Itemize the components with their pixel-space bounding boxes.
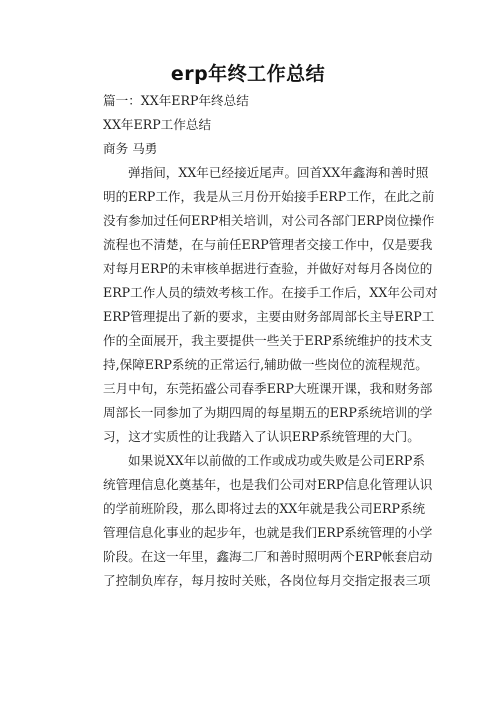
paragraph-line: 明的ERP工作，我是从三月份开始接手ERP工作，在此之前 bbox=[103, 189, 435, 204]
paragraph-line: ERP管理提出了新的要求，主要由财务部周部长主导ERP工 bbox=[103, 309, 435, 324]
paragraph-line: 管理信息化事业的起步年，也就是我们ERP系统管理的小学 bbox=[103, 525, 433, 540]
paragraph-line: 的学前班阶段，那么即将过去的XX年就是我公司ERP系统 bbox=[103, 501, 426, 516]
paragraph-line: 周部长一同参加了为期四周的每星期五的ERP系统培训的学 bbox=[103, 405, 433, 420]
paragraph-line: 没有参加过任何ERP相关培训，对公司各部门ERP岗位操作 bbox=[103, 213, 435, 228]
paragraph-line: 弹指间，XX年已经接近尾声。回首XX年鑫海和善时照 bbox=[128, 165, 429, 180]
paragraph-line: 持,保障ERP系统的正常运行,辅助做一些岗位的流程规范。 bbox=[103, 357, 428, 372]
author-line: 商务 马勇 bbox=[103, 141, 158, 156]
paragraph-line: 作的全面展开，我主要提供一些关于ERP系统维护的技术支 bbox=[103, 333, 433, 348]
paragraph-line: 流程也不清楚，在与前任ERP管理者交接工作中，仅是要我 bbox=[103, 237, 433, 252]
section-heading: 篇一：XX年ERP年终总结 bbox=[103, 93, 249, 108]
subheading: XX年ERP工作总结 bbox=[103, 117, 212, 132]
paragraph-line: 习，这才实质性的让我踏入了认识ERP系统管理的大门。 bbox=[103, 429, 420, 444]
paragraph-line: 三月中旬，东莞拓盛公司春季ERP大班课开课，我和财务部 bbox=[103, 381, 433, 396]
document-body bbox=[103, 89, 438, 593]
paragraph-line: ERP工作人员的绩效考核工作。在接手工作后，XX年公司对 bbox=[103, 285, 438, 300]
paragraph-line: 如果说XX年以前做的工作或成功或失败是公司ERP系 bbox=[128, 453, 425, 468]
document-title: erp年终工作总结 bbox=[170, 63, 326, 85]
paragraph-line: 了控制负库存，每月按时关账，各岗位每月交指定报表三项 bbox=[103, 573, 431, 588]
paragraph-line: 统管理信息化奠基年，也是我们公司对ERP信息化管理认识 bbox=[103, 477, 433, 492]
paragraph-line: 阶段。在这一年里，鑫海二厂和善时照明两个ERP帐套启动 bbox=[103, 549, 433, 564]
paragraph-line: 对每月ERP的未审核单据进行查验，并做好对每月各岗位的 bbox=[103, 261, 433, 276]
